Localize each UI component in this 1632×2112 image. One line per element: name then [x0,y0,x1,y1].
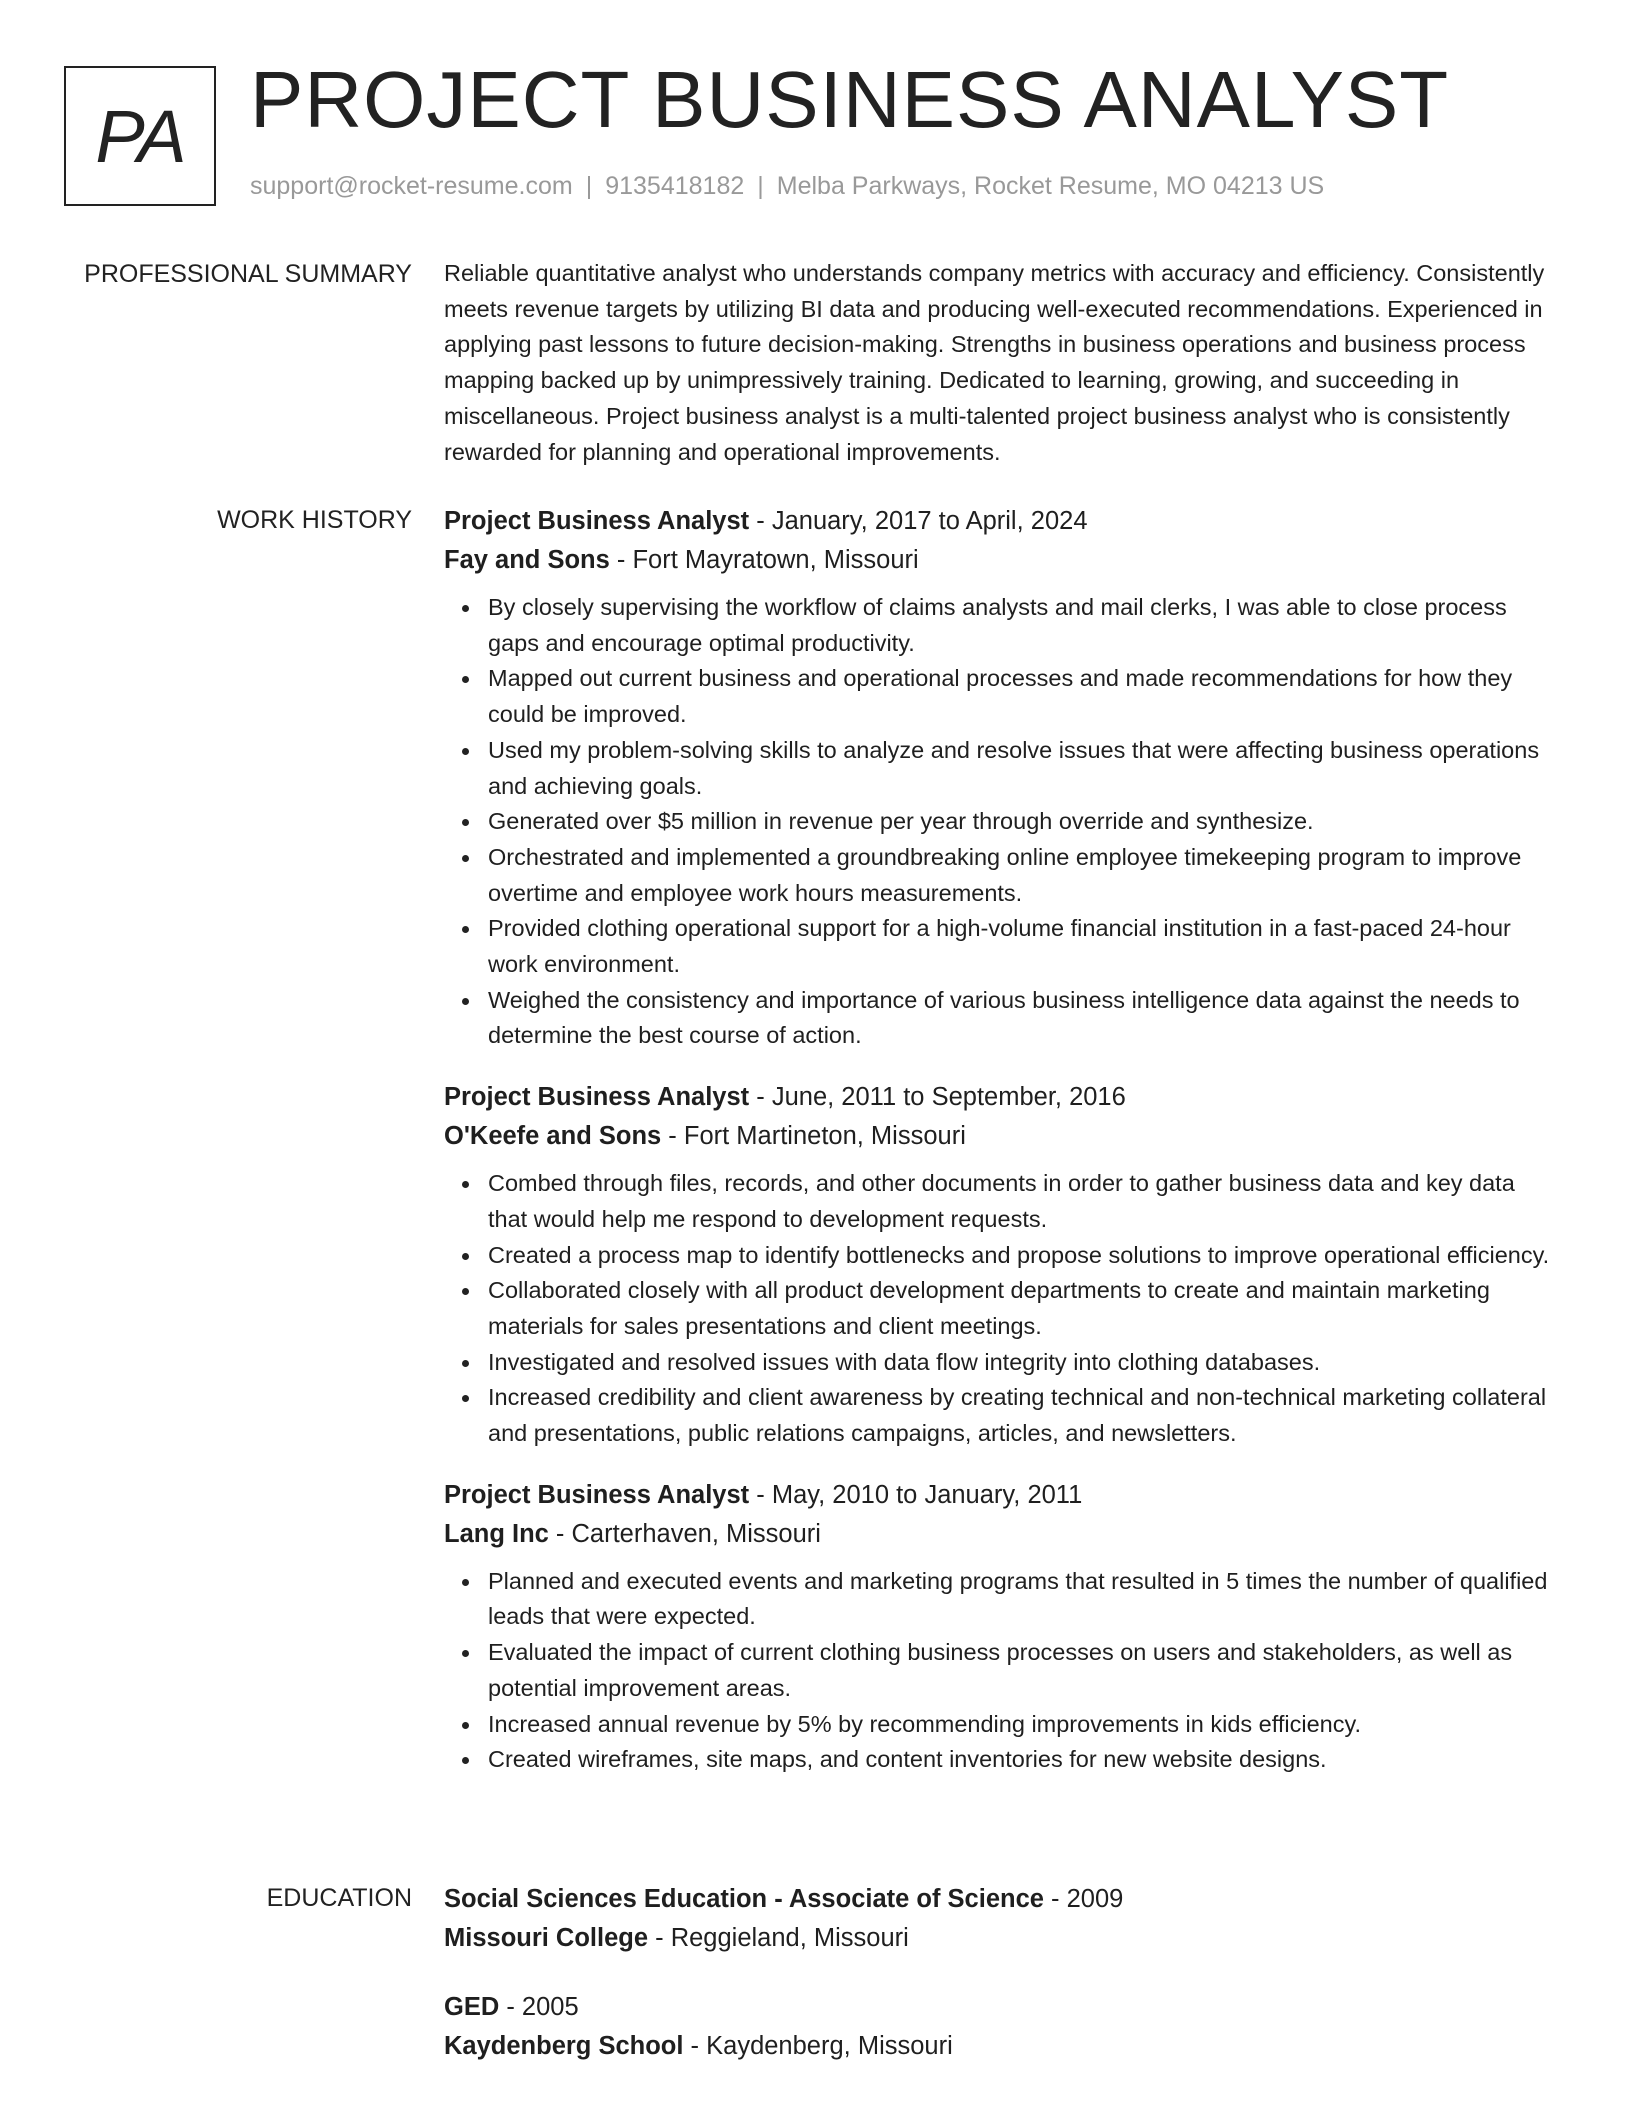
section-label-summary: PROFESSIONAL SUMMARY [84,260,412,288]
job-bullet-list [444,590,1554,1054]
work-history-body [444,502,1554,1802]
job-company: Lang Inc [444,1519,549,1548]
summary-text: Reliable quantitative analyst who understands company metrics with accuracy and efficiency. Consistently meets revenue targets by utilizing BI data and producing well-executed recommendations. Experienced in applying past lessons to future decision-making. Strengths in business operations and business process mapping backed up by unimpressively training. Dedicated to learning, growing, and succeeding in miscellaneous. Project business analyst is a multi-talented project business analyst who is consistently rewarded for planning and operational improvements. [444,260,1545,465]
education-entry [444,1880,1554,1958]
contact-line [250,172,1324,201]
monogram-box [64,66,216,206]
education-year: - 2005 [499,1993,579,2021]
job-company: O'Keefe and Sons [444,1122,662,1151]
job-dates: - January, 2017 to April, 2024 [749,507,1088,535]
job-bullet: Weighed the consistency and importance of various business intelligence data against the needs to determine the best course of action. [488,983,1554,1054]
contact-separator: | [585,172,593,200]
education-school-line [444,2027,1554,2066]
job-title-line [444,1078,1554,1117]
job-bullet: Collaborated closely with all product development departments to create and maintain marketing materials for sales presentations and client meetings. [488,1273,1554,1344]
job-entry [444,1078,1554,1452]
job-location: - Carterhaven, Missouri [548,1519,821,1548]
education-degree-line [444,1880,1554,1919]
contact-email: support@rocket-resume.com [250,172,573,200]
job-company-line [444,1117,1554,1156]
section-label-work-history: WORK HISTORY [217,506,412,534]
education-location: - Kaydenberg, Missouri [683,2032,953,2060]
job-bullet: Mapped out current business and operational processes and made recommendations for how they could be improved. [488,661,1554,732]
job-dates: - May, 2010 to January, 2011 [749,1480,1083,1509]
job-bullet: Created wireframes, site maps, and content inventories for new website designs. [488,1742,1554,1778]
education-school: Kaydenberg School [444,2032,684,2060]
education-degree: Social Sciences Education - Associate of Science [444,1885,1044,1913]
contact-separator: | [757,172,764,200]
education-year: - 2009 [1043,1885,1124,1913]
job-bullet: Evaluated the impact of current clothing business processes on users and stakeholders, as well as potential improvement areas. [488,1635,1554,1706]
job-bullet: Generated over $5 million in revenue per year through override and synthesize. [488,804,1554,840]
job-bullet-list [444,1564,1554,1778]
summary-body [444,256,1554,470]
education-school-line [444,1919,1554,1958]
education-degree: GED [444,1993,500,2021]
resume-title: PROJECT BUSINESS ANALYST [250,55,1450,144]
monogram-initials: PA [95,94,185,178]
job-bullet: Created a process map to identify bottlenecks and propose solutions to improve operational efficiency. [488,1238,1554,1274]
job-bullet: Used my problem-solving skills to analyze and resolve issues that were affecting business operations and achieving goals. [488,733,1554,804]
job-title-line [444,1476,1554,1515]
section-label-education: EDUCATION [266,1884,412,1912]
contact-address: Melba Parkways, Rocket Resume, MO 04213 US [776,172,1325,200]
job-bullet: Combed through files, records, and other documents in order to gather business data and key data that would help me respond to development requests. [488,1166,1554,1237]
job-company: Fay and Sons [444,546,610,574]
job-title: Project Business Analyst [444,507,750,535]
job-bullet: Planned and executed events and marketing programs that resulted in 5 times the number of qualified leads that were expected. [488,1564,1554,1635]
job-title: Project Business Analyst [444,1480,750,1509]
job-location: - Fort Mayratown, Missouri [609,546,919,574]
job-bullet-list [444,1166,1554,1452]
job-location: - Fort Martineton, Missouri [661,1122,966,1151]
job-bullet: By closely supervising the workflow of claims analysts and mail clerks, I was able to close process gaps and encourage optimal productivity. [488,590,1554,661]
education-degree-line [444,1988,1554,2027]
job-title-line [444,502,1554,541]
job-bullet: Investigated and resolved issues with data flow integrity into clothing databases. [488,1345,1554,1381]
job-bullet: Increased credibility and client awareness by creating technical and non-technical marketing collateral and presentations, public relations campaigns, articles, and newsletters. [488,1380,1554,1451]
job-bullet: Orchestrated and implemented a groundbreaking online employee timekeeping program to improve overtime and employee work hours measurements. [488,840,1554,911]
job-company-line [444,1515,1554,1554]
job-entry [444,1476,1554,1778]
job-company-line [444,541,1554,580]
contact-phone: 9135418182 [605,172,745,200]
job-bullet: Provided clothing operational support for a high-volume financial institution in a fast-paced 24-hour work environment. [488,911,1554,982]
education-school: Missouri College [444,1924,649,1952]
job-dates: - June, 2011 to September, 2016 [749,1083,1126,1112]
job-bullet: Increased annual revenue by 5% by recommending improvements in kids efficiency. [488,1707,1554,1743]
education-location: - Reggieland, Missouri [648,1924,909,1952]
education-body [444,1880,1554,2096]
education-entry [444,1988,1554,2066]
job-title: Project Business Analyst [444,1083,750,1112]
job-entry [444,502,1554,1054]
